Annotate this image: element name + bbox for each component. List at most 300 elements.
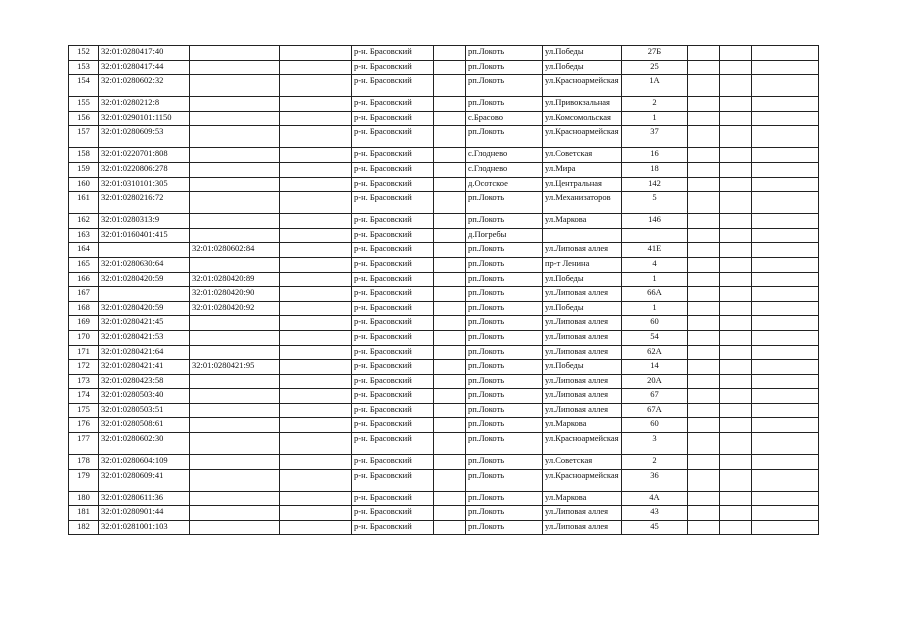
cadastral-number-secondary: [190, 126, 280, 148]
empty-cell: [434, 389, 466, 404]
empty-cell: [720, 345, 752, 360]
street: ул.Мира: [543, 162, 622, 177]
empty-cell: [752, 418, 819, 433]
street: ул.Красноармейская: [543, 126, 622, 148]
cadastral-number: 32:01:0310101:305: [99, 177, 190, 192]
cadastral-number-secondary: [190, 214, 280, 229]
house-number: 60: [622, 316, 688, 331]
district: р-н. Брасовский: [352, 389, 434, 404]
row-number: 174: [69, 389, 99, 404]
cadastral-number: 32:01:0280901:44: [99, 506, 190, 521]
locality: рп.Локоть: [466, 345, 543, 360]
street: ул.Липовая аллея: [543, 520, 622, 535]
house-number: 1А: [622, 75, 688, 97]
cadastral-number: 32:01:0280421:53: [99, 330, 190, 345]
table-row: [69, 75, 819, 97]
empty-cell: [280, 389, 352, 404]
street: ул.Победы: [543, 46, 622, 61]
house-number: 4А: [622, 491, 688, 506]
table-row: [69, 520, 819, 535]
house-number: 1: [622, 272, 688, 287]
empty-cell: [280, 491, 352, 506]
empty-cell: [434, 214, 466, 229]
empty-cell: [688, 111, 720, 126]
cadastral-number: 32:01:0290101:1150: [99, 111, 190, 126]
locality: рп.Локоть: [466, 506, 543, 521]
empty-cell: [688, 75, 720, 97]
empty-cell: [688, 301, 720, 316]
empty-cell: [688, 360, 720, 375]
row-number: 160: [69, 177, 99, 192]
table-row: [69, 228, 819, 243]
empty-cell: [752, 162, 819, 177]
row-number: 157: [69, 126, 99, 148]
cadastral-number-secondary: [190, 46, 280, 61]
house-number: 62А: [622, 345, 688, 360]
locality: д.Погребы: [466, 228, 543, 243]
locality: рп.Локоть: [466, 287, 543, 302]
house-number: 3: [622, 433, 688, 455]
district: р-н. Брасовский: [352, 192, 434, 214]
cadastral-number-secondary: [190, 111, 280, 126]
empty-cell: [688, 433, 720, 455]
empty-cell: [688, 520, 720, 535]
empty-cell: [280, 469, 352, 491]
street: ул.Липовая аллея: [543, 345, 622, 360]
street: ул.Липовая аллея: [543, 330, 622, 345]
empty-cell: [720, 75, 752, 97]
cadastral-number-secondary: [190, 345, 280, 360]
house-number: 4: [622, 257, 688, 272]
empty-cell: [434, 257, 466, 272]
cadastral-number-secondary: [190, 75, 280, 97]
empty-cell: [280, 433, 352, 455]
house-number: 5: [622, 192, 688, 214]
empty-cell: [752, 330, 819, 345]
cadastral-number: 32:01:0280420:59: [99, 301, 190, 316]
street: ул.Маркова: [543, 491, 622, 506]
empty-cell: [720, 46, 752, 61]
empty-cell: [280, 60, 352, 75]
cadastral-number: 32:01:0220806:278: [99, 162, 190, 177]
empty-cell: [434, 506, 466, 521]
empty-cell: [688, 374, 720, 389]
row-number: 156: [69, 111, 99, 126]
cadastral-number-secondary: 32:01:0280602:84: [190, 243, 280, 258]
cadastral-number: 32:01:0280421:41: [99, 360, 190, 375]
empty-cell: [434, 148, 466, 163]
empty-cell: [280, 520, 352, 535]
empty-cell: [720, 433, 752, 455]
empty-cell: [688, 162, 720, 177]
table-row: [69, 60, 819, 75]
empty-cell: [688, 272, 720, 287]
empty-cell: [280, 345, 352, 360]
empty-cell: [434, 360, 466, 375]
district: р-н. Брасовский: [352, 345, 434, 360]
street: ул.Липовая аллея: [543, 403, 622, 418]
cadastral-number-secondary: [190, 192, 280, 214]
empty-cell: [688, 243, 720, 258]
empty-cell: [752, 491, 819, 506]
empty-cell: [280, 272, 352, 287]
empty-cell: [688, 97, 720, 112]
district: р-н. Брасовский: [352, 75, 434, 97]
locality: рп.Локоть: [466, 126, 543, 148]
locality: с.Брасово: [466, 111, 543, 126]
empty-cell: [720, 360, 752, 375]
empty-cell: [720, 257, 752, 272]
house-number: 67А: [622, 403, 688, 418]
table-row: [69, 469, 819, 491]
empty-cell: [752, 345, 819, 360]
locality: с.Глоднево: [466, 162, 543, 177]
table-row: [69, 360, 819, 375]
district: р-н. Брасовский: [352, 214, 434, 229]
empty-cell: [280, 243, 352, 258]
empty-cell: [688, 491, 720, 506]
cadastral-number: 32:01:0280602:32: [99, 75, 190, 97]
row-number: 153: [69, 60, 99, 75]
locality: рп.Локоть: [466, 520, 543, 535]
table-row: [69, 192, 819, 214]
empty-cell: [720, 330, 752, 345]
empty-cell: [720, 97, 752, 112]
empty-cell: [688, 257, 720, 272]
locality: рп.Локоть: [466, 491, 543, 506]
empty-cell: [688, 330, 720, 345]
row-number: 158: [69, 148, 99, 163]
row-number: 162: [69, 214, 99, 229]
cadastral-number-secondary: [190, 418, 280, 433]
district: р-н. Брасовский: [352, 374, 434, 389]
street: ул.Липовая аллея: [543, 506, 622, 521]
cadastral-number-secondary: [190, 455, 280, 470]
empty-cell: [280, 316, 352, 331]
empty-cell: [720, 192, 752, 214]
empty-cell: [720, 316, 752, 331]
empty-cell: [280, 192, 352, 214]
empty-cell: [720, 287, 752, 302]
cadastral-number: 32:01:0280503:40: [99, 389, 190, 404]
empty-cell: [434, 433, 466, 455]
street: ул.Красноармейская: [543, 433, 622, 455]
cadastral-number: 32:01:0160401:415: [99, 228, 190, 243]
empty-cell: [434, 126, 466, 148]
cadastral-number-secondary: [190, 389, 280, 404]
empty-cell: [752, 389, 819, 404]
house-number: 2: [622, 97, 688, 112]
row-number: 181: [69, 506, 99, 521]
empty-cell: [752, 243, 819, 258]
street: ул.Липовая аллея: [543, 316, 622, 331]
row-number: 167: [69, 287, 99, 302]
empty-cell: [720, 177, 752, 192]
empty-cell: [752, 111, 819, 126]
empty-cell: [752, 374, 819, 389]
empty-cell: [688, 287, 720, 302]
row-number: 173: [69, 374, 99, 389]
district: р-н. Брасовский: [352, 177, 434, 192]
empty-cell: [720, 243, 752, 258]
empty-cell: [280, 257, 352, 272]
district: р-н. Брасовский: [352, 162, 434, 177]
empty-cell: [752, 272, 819, 287]
cadastral-number-secondary: [190, 60, 280, 75]
locality: рп.Локоть: [466, 403, 543, 418]
district: р-н. Брасовский: [352, 301, 434, 316]
locality: рп.Локоть: [466, 243, 543, 258]
table-row: [69, 111, 819, 126]
street: ул.Победы: [543, 272, 622, 287]
empty-cell: [688, 177, 720, 192]
cadastral-number: 32:01:0280313:9: [99, 214, 190, 229]
street: ул.Маркова: [543, 214, 622, 229]
empty-cell: [752, 287, 819, 302]
empty-cell: [434, 330, 466, 345]
empty-cell: [720, 389, 752, 404]
cadastral-number: 32:01:0280609:53: [99, 126, 190, 148]
house-number: 43: [622, 506, 688, 521]
empty-cell: [280, 455, 352, 470]
table-row: [69, 374, 819, 389]
district: р-н. Брасовский: [352, 97, 434, 112]
cadastral-number-secondary: [190, 403, 280, 418]
house-number: 2: [622, 455, 688, 470]
locality: рп.Локоть: [466, 214, 543, 229]
house-number: 1: [622, 111, 688, 126]
table-row: [69, 214, 819, 229]
empty-cell: [720, 301, 752, 316]
empty-cell: [280, 126, 352, 148]
empty-cell: [688, 214, 720, 229]
row-number: 155: [69, 97, 99, 112]
empty-cell: [752, 469, 819, 491]
empty-cell: [720, 418, 752, 433]
cadastral-number-secondary: [190, 257, 280, 272]
street: ул.Комсомольская: [543, 111, 622, 126]
house-number: 66А: [622, 287, 688, 302]
cadastral-number-secondary: [190, 228, 280, 243]
empty-cell: [280, 214, 352, 229]
district: р-н. Брасовский: [352, 316, 434, 331]
cadastral-number: 32:01:0280503:51: [99, 403, 190, 418]
empty-cell: [434, 301, 466, 316]
locality: рп.Локоть: [466, 257, 543, 272]
table-row: [69, 177, 819, 192]
street: пр-т Ленина: [543, 257, 622, 272]
street: ул.Привокзальная: [543, 97, 622, 112]
row-number: 165: [69, 257, 99, 272]
street: ул.Красноармейская: [543, 469, 622, 491]
empty-cell: [720, 111, 752, 126]
empty-cell: [752, 192, 819, 214]
empty-cell: [434, 287, 466, 302]
district: р-н. Брасовский: [352, 491, 434, 506]
empty-cell: [280, 418, 352, 433]
district: р-н. Брасовский: [352, 46, 434, 61]
street: ул.Липовая аллея: [543, 374, 622, 389]
table-row: [69, 316, 819, 331]
empty-cell: [688, 506, 720, 521]
empty-cell: [720, 403, 752, 418]
empty-cell: [688, 455, 720, 470]
empty-cell: [752, 177, 819, 192]
empty-cell: [752, 60, 819, 75]
locality: рп.Локоть: [466, 60, 543, 75]
empty-cell: [688, 469, 720, 491]
empty-cell: [688, 403, 720, 418]
cadastral-number-secondary: [190, 162, 280, 177]
district: р-н. Брасовский: [352, 243, 434, 258]
empty-cell: [752, 520, 819, 535]
empty-cell: [280, 111, 352, 126]
empty-cell: [752, 455, 819, 470]
house-number: 36: [622, 469, 688, 491]
locality: рп.Локоть: [466, 97, 543, 112]
empty-cell: [434, 374, 466, 389]
empty-cell: [720, 228, 752, 243]
cadastral-number: [99, 287, 190, 302]
empty-cell: [752, 46, 819, 61]
row-number: 152: [69, 46, 99, 61]
empty-cell: [688, 389, 720, 404]
empty-cell: [434, 97, 466, 112]
street: ул.Центральная: [543, 177, 622, 192]
locality: рп.Локоть: [466, 192, 543, 214]
locality: рп.Локоть: [466, 46, 543, 61]
empty-cell: [280, 46, 352, 61]
table-row: [69, 46, 819, 61]
empty-cell: [434, 162, 466, 177]
table-row: [69, 506, 819, 521]
empty-cell: [434, 272, 466, 287]
cadastral-number-secondary: 32:01:0280420:92: [190, 301, 280, 316]
row-number: 180: [69, 491, 99, 506]
empty-cell: [434, 177, 466, 192]
cadastral-number-secondary: [190, 316, 280, 331]
district: р-н. Брасовский: [352, 126, 434, 148]
empty-cell: [434, 60, 466, 75]
cadastral-number-secondary: [190, 469, 280, 491]
house-number: 67: [622, 389, 688, 404]
locality: рп.Локоть: [466, 272, 543, 287]
cadastral-number-secondary: [190, 97, 280, 112]
cadastral-number: 32:01:0280420:59: [99, 272, 190, 287]
cadastral-number: 32:01:0280212:8: [99, 97, 190, 112]
empty-cell: [280, 148, 352, 163]
empty-cell: [720, 374, 752, 389]
empty-cell: [280, 75, 352, 97]
locality: рп.Локоть: [466, 75, 543, 97]
empty-cell: [688, 316, 720, 331]
empty-cell: [280, 301, 352, 316]
cadastral-number-secondary: [190, 148, 280, 163]
empty-cell: [434, 455, 466, 470]
locality: д.Осотское: [466, 177, 543, 192]
empty-cell: [688, 148, 720, 163]
empty-cell: [280, 360, 352, 375]
cadastral-number: 32:01:0280421:45: [99, 316, 190, 331]
table-row: [69, 287, 819, 302]
row-number: 161: [69, 192, 99, 214]
empty-cell: [752, 214, 819, 229]
house-number: 142: [622, 177, 688, 192]
table-row: [69, 97, 819, 112]
locality: рп.Локоть: [466, 455, 543, 470]
cadastral-number-secondary: [190, 330, 280, 345]
empty-cell: [434, 345, 466, 360]
empty-cell: [434, 520, 466, 535]
table-row: [69, 403, 819, 418]
district: р-н. Брасовский: [352, 418, 434, 433]
empty-cell: [280, 403, 352, 418]
cadastral-number: [99, 243, 190, 258]
empty-cell: [720, 469, 752, 491]
street: ул.Липовая аллея: [543, 243, 622, 258]
district: р-н. Брасовский: [352, 330, 434, 345]
row-number: 175: [69, 403, 99, 418]
empty-cell: [434, 192, 466, 214]
empty-cell: [720, 148, 752, 163]
cadastral-number: 32:01:0280417:44: [99, 60, 190, 75]
district: р-н. Брасовский: [352, 455, 434, 470]
cadastral-number-secondary: [190, 520, 280, 535]
locality: рп.Локоть: [466, 389, 543, 404]
table-row: [69, 257, 819, 272]
empty-cell: [752, 360, 819, 375]
empty-cell: [720, 520, 752, 535]
empty-cell: [752, 403, 819, 418]
house-number: 146: [622, 214, 688, 229]
locality: рп.Локоть: [466, 330, 543, 345]
cadastral-number: 32:01:0281001:103: [99, 520, 190, 535]
row-number: 164: [69, 243, 99, 258]
district: р-н. Брасовский: [352, 403, 434, 418]
cadastral-number-secondary: [190, 177, 280, 192]
locality: рп.Локоть: [466, 374, 543, 389]
row-number: 177: [69, 433, 99, 455]
empty-cell: [720, 162, 752, 177]
table-row: [69, 126, 819, 148]
district: р-н. Брасовский: [352, 469, 434, 491]
cadastral-number: 32:01:0280216:72: [99, 192, 190, 214]
street: ул.Победы: [543, 60, 622, 75]
locality: рп.Локоть: [466, 301, 543, 316]
empty-cell: [434, 403, 466, 418]
district: р-н. Брасовский: [352, 148, 434, 163]
empty-cell: [720, 506, 752, 521]
district: р-н. Брасовский: [352, 228, 434, 243]
house-number: 60: [622, 418, 688, 433]
district: р-н. Брасовский: [352, 433, 434, 455]
empty-cell: [434, 111, 466, 126]
empty-cell: [280, 330, 352, 345]
district: р-н. Брасовский: [352, 111, 434, 126]
empty-cell: [688, 126, 720, 148]
empty-cell: [688, 418, 720, 433]
locality: рп.Локоть: [466, 360, 543, 375]
house-number: 20А: [622, 374, 688, 389]
empty-cell: [688, 192, 720, 214]
empty-cell: [688, 60, 720, 75]
cadastral-number: 32:01:0280609:41: [99, 469, 190, 491]
street: ул.Липовая аллея: [543, 287, 622, 302]
street: ул.Липовая аллея: [543, 389, 622, 404]
cadastral-number: 32:01:0280602:30: [99, 433, 190, 455]
empty-cell: [434, 46, 466, 61]
cadastral-number-secondary: [190, 506, 280, 521]
